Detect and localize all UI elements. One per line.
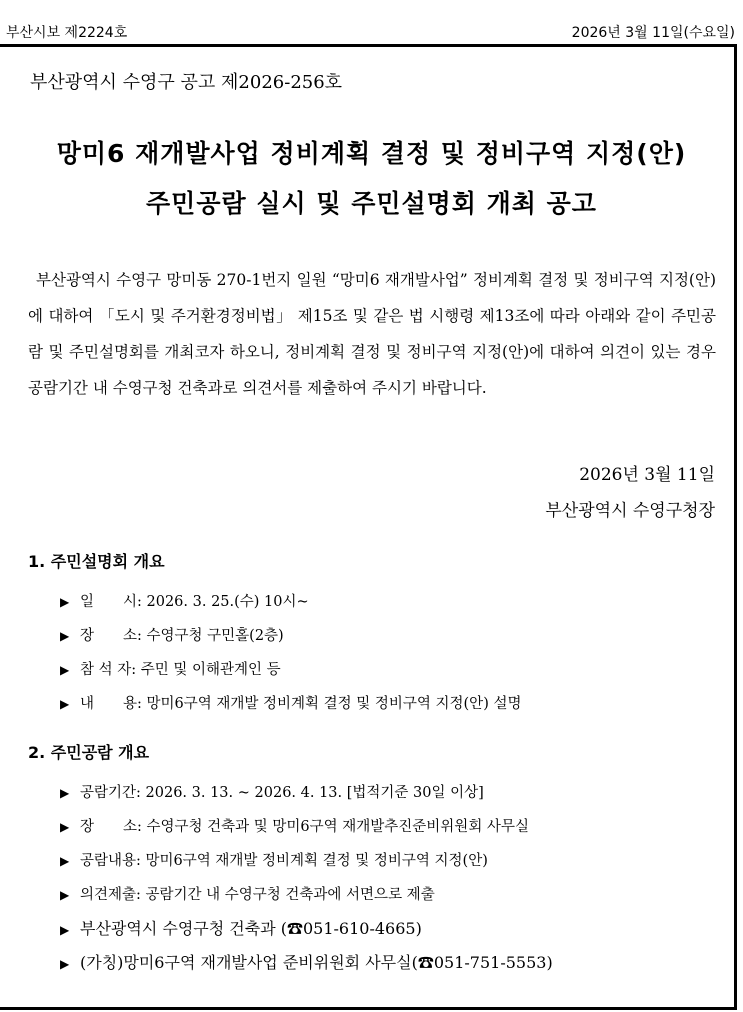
list-item-text: 부산광역시 수영구청 건축과 (☎051-610-4665) — [80, 919, 422, 938]
notice-number: 부산광역시 수영구 공고 제2026-256호 — [30, 72, 343, 93]
section-inspection-heading: 2. 주민공람 개요 — [28, 743, 150, 762]
triangle-right-icon: ▶ — [60, 820, 70, 834]
list-item-text: (가칭)망미6구역 재개발사업 준비위원회 사무실(☎051-751-5553) — [80, 953, 553, 972]
list-item — [60, 946, 553, 980]
list-item-text: 장 소: 수영구청 구민홀(2층) — [80, 628, 284, 644]
notice-signer: 부산광역시 수영구청장 — [545, 501, 715, 521]
section-inspection-list — [60, 776, 553, 980]
triangle-right-icon: ▶ — [60, 629, 70, 643]
triangle-right-icon: ▶ — [60, 923, 70, 937]
list-item — [60, 585, 521, 619]
list-item — [60, 687, 521, 721]
section-briefing-list — [60, 585, 521, 721]
triangle-right-icon: ▶ — [60, 663, 70, 677]
list-item-text: 장 소: 수영구청 건축과 및 망미6구역 재개발추진준비위원회 사무실 — [80, 819, 529, 835]
section-briefing-heading: 1. 주민설명회 개요 — [28, 552, 165, 571]
list-item — [60, 810, 553, 844]
list-item — [60, 619, 521, 653]
gazette-header — [0, 0, 743, 40]
list-item — [60, 776, 553, 810]
list-item-text: 공람내용: 망미6구역 재개발 정비계획 결정 및 정비구역 지정(안) — [80, 853, 488, 869]
triangle-right-icon: ▶ — [60, 786, 70, 800]
gazette-date: 2026년 3월 11일(수요일) — [571, 25, 735, 41]
list-item — [60, 844, 553, 878]
notice-title-line1: 망미6 재개발사업 정비계획 결정 및 정비구역 지정(안) — [56, 139, 687, 168]
triangle-right-icon: ▶ — [60, 957, 70, 971]
list-item-text: 공람기간: 2026. 3. 13. ~ 2026. 4. 13. [법적기준 30일 이상] — [80, 785, 484, 801]
triangle-right-icon: ▶ — [60, 595, 70, 609]
triangle-right-icon: ▶ — [60, 888, 70, 902]
list-item — [60, 878, 553, 912]
list-item — [60, 912, 553, 946]
list-item-text: 의견제출: 공람기간 내 수영구청 건축과에 서면으로 제출 — [80, 887, 435, 903]
triangle-right-icon: ▶ — [60, 697, 70, 711]
notice-date: 2026년 3월 11일 — [579, 465, 715, 485]
triangle-right-icon: ▶ — [60, 854, 70, 868]
list-item-text: 내 용: 망미6구역 재개발 정비계획 결정 및 정비구역 지정(안) 설명 — [80, 696, 522, 712]
list-item — [60, 653, 521, 687]
notice-body: 부산광역시 수영구 망미동 270-1번지 일원 “망미6 재개발사업” 정비계획 결정 및 정비구역 지정(안)에 대하여 「도시 및 주거환경정비법」 제15조 및 같은 법 시행령 제13조에 따라 아래와 같이 주민공람 및 주민설명회를 개최코자 하오니, 정비계획 결정 및 정비구역 지정(안)에 대하여 의견이 있는 경우 공람기간 내 수영구청 건축과로 의견서를 제출하여 주시기 바랍니다. — [28, 271, 716, 397]
gazette-issue: 부산시보 제2224호 — [6, 25, 128, 41]
list-item-text: 참 석 자: 주민 및 이해관계인 등 — [80, 662, 281, 678]
list-item-text: 일 시: 2026. 3. 25.(수) 10시~ — [80, 594, 309, 610]
notice-title-line2: 주민공람 실시 및 주민설명회 개최 공고 — [146, 189, 597, 218]
